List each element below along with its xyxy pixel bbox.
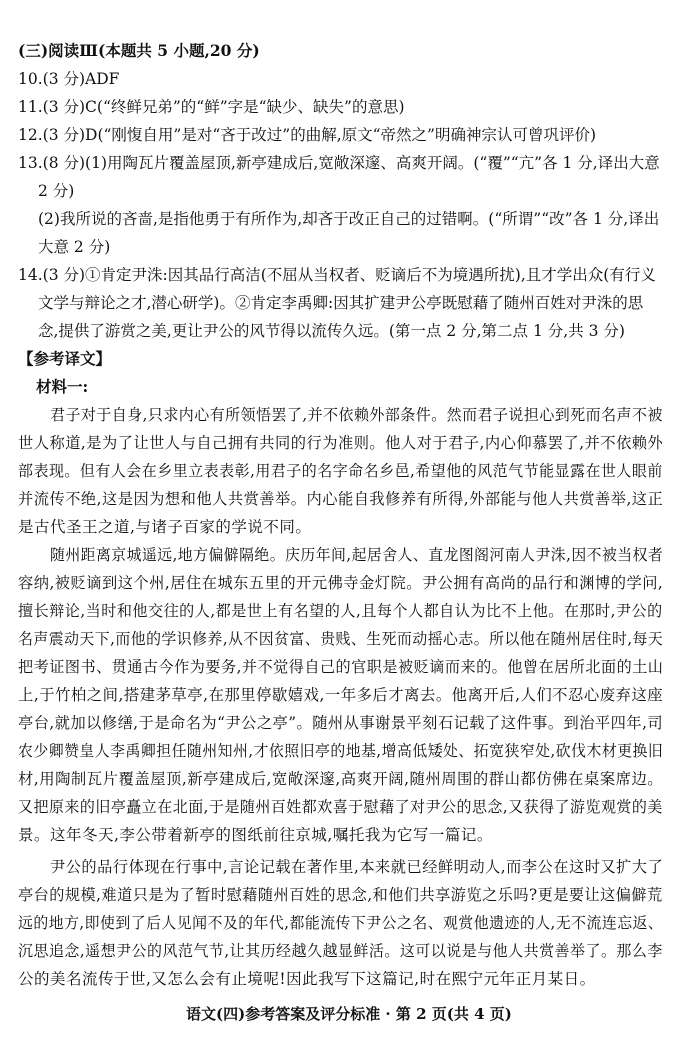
translation-line: 又把原来的旧亭矗立在北面,于是随州百姓都欢喜于慰藉了对尹公的思念,又获得了游览观赏的美 — [18, 798, 663, 816]
translation-line: 远的地方,即使到了后人见闻不及的年代,都能流传下尹公之名、观赏他遗迹的人,无不流连忘返、 — [18, 914, 664, 932]
translation-line: 亭台的规模,难道只是为了暂时慰藉随州百姓的思念,和他们共享游览之乐吗?更是要让这偏僻荒 — [18, 886, 663, 904]
answer-13-part1-cont: 2 分) — [38, 182, 75, 200]
translation-line: 上,于竹柏之间,搭建茅草亭,在那里停歇嬉戏,一年多后才离去。他离开后,人们不忍心废弃这座 — [18, 686, 664, 704]
translation-line: 容纳,被贬谪到这个州,居住在城东五里的开元佛寺金灯院。尹公拥有高尚的品行和渊博的学问, — [18, 574, 664, 592]
translation-line: 擅长辩论,当时和他交往的人,都是世上有名望的人,且每个人都自认为比不上他。在那时,尹公的 — [18, 602, 663, 620]
translation-line: 亭台,就加以修缮,于是命名为“尹公之亭”。随州从事谢景平刻石记载了这件事。到治平四年,司 — [18, 714, 664, 732]
answer-14: 14.(3 分)①肯定尹洙:因其品行高洁(不屈从当权者、贬谪后不为境遇所扰),且才学出众(有行义 — [18, 266, 656, 284]
answer-10: 10.(3 分)ADF — [18, 70, 120, 88]
answer-12: 12.(3 分)D(“刚愎自用”是对“吝于改过”的曲解,原文“帝然之”明确神宗认可曾巩评价) — [18, 126, 597, 144]
translation-line: 沉思追念,遥想尹公的风范气节,让其历经越久越显鲜活。这可以说是与他人共赏善举了。那么李 — [18, 942, 663, 960]
translation-line: 农少卿赞皇人李禹卿担任随州知州,才依照旧亭的地基,增高低矮处、拓宽狭窄处,砍伐木材更换旧 — [18, 742, 664, 760]
page-footer: 语文(四)参考答案及评分标准 · 第 2 页(共 4 页) — [186, 1005, 512, 1023]
translation-line: 名声震动天下,而他的学识修养,从不因贫富、贵贱、生死而动摇心志。所以他在随州居住时,每天 — [18, 630, 664, 648]
translation-line: 世人称道,是为了让世人与自己拥有共同的行为准则。他人对于君子,内心仰慕罢了,并不依赖外 — [18, 434, 664, 452]
answer-14-cont2: 念,提供了游赏之美,更让尹公的风节得以流传久远。(第一点 2 分,第二点 1 分,共 3 分) — [38, 322, 625, 340]
translation-heading: 【参考译文】 — [18, 349, 112, 368]
answer-13-part2-cont: 大意 2 分) — [38, 238, 111, 256]
translation-line: 尹公的品行体现在行事中,言论记载在著作里,本来就已经鲜明动人,而李公在这时又扩大了 — [50, 858, 664, 876]
section-heading: (三)阅读Ⅲ(本题共 5 小题,20 分) — [18, 41, 260, 60]
answer-13-part1: 13.(8 分)(1)用陶瓦片覆盖屋顶,新亭建成后,宽敞深邃、高爽开阔。(“覆”“亢”各 1 分,译出大意 — [18, 154, 660, 172]
translation-line: 部表现。但有人会在乡里立表表彰,用君子的名字命名乡邑,希望他的风范气节能显露在世人眼前 — [18, 462, 663, 480]
translation-line: 公的美名流传于世,又怎么会有止境呢!因此我写下这篇记,时在熙宁元年正月某日。 — [18, 970, 596, 988]
translation-line: 是古代圣王之道,与诸子百家的学说不同。 — [18, 518, 312, 536]
answer-13-part2: (2)我所说的吝啬,是指他勇于有所作为,却吝于改正自己的过错啊。(“所谓”“改”各 1 分,译出 — [38, 210, 660, 228]
material-label: 材料一: — [36, 377, 89, 396]
translation-line: 材,用陶制瓦片覆盖屋顶,新亭建成后,宽敞深邃,高爽开阔,随州周围的群山都仿佛在桌案席边。 — [18, 770, 664, 788]
translation-line: 并流传不绝,这是因为想和他人共赏善举。内心能自我修养有所得,外部能与他人共赏善举,这正 — [18, 490, 664, 508]
answer-14-cont1: 文学与辩论之才,潜心研学)。②肯定李禹卿:因其扩建尹公亭既慰藉了随州百姓对尹洙的思 — [38, 294, 644, 312]
translation-line: 随州距离京城遥远,地方偏僻隔绝。庆历年间,起居舍人、直龙图阁河南人尹洙,因不被当权者 — [50, 546, 664, 564]
translation-line: 景。这年冬天,李公带着新亭的图纸前往京城,嘱托我为它写一篇记。 — [18, 826, 493, 844]
translation-line: 把考证图书、贯通古今作为要务,并不觉得自己的官职是被贬谪而来的。他曾在居所北面的土山 — [18, 658, 664, 676]
translation-line: 君子对于自身,只求内心有所领悟罢了,并不依赖外部条件。然而君子说担心到死而名声不被 — [50, 406, 663, 424]
answer-11: 11.(3 分)C(“终鲜兄弟”的“鲜”字是“缺少、缺失”的意思) — [18, 98, 405, 116]
